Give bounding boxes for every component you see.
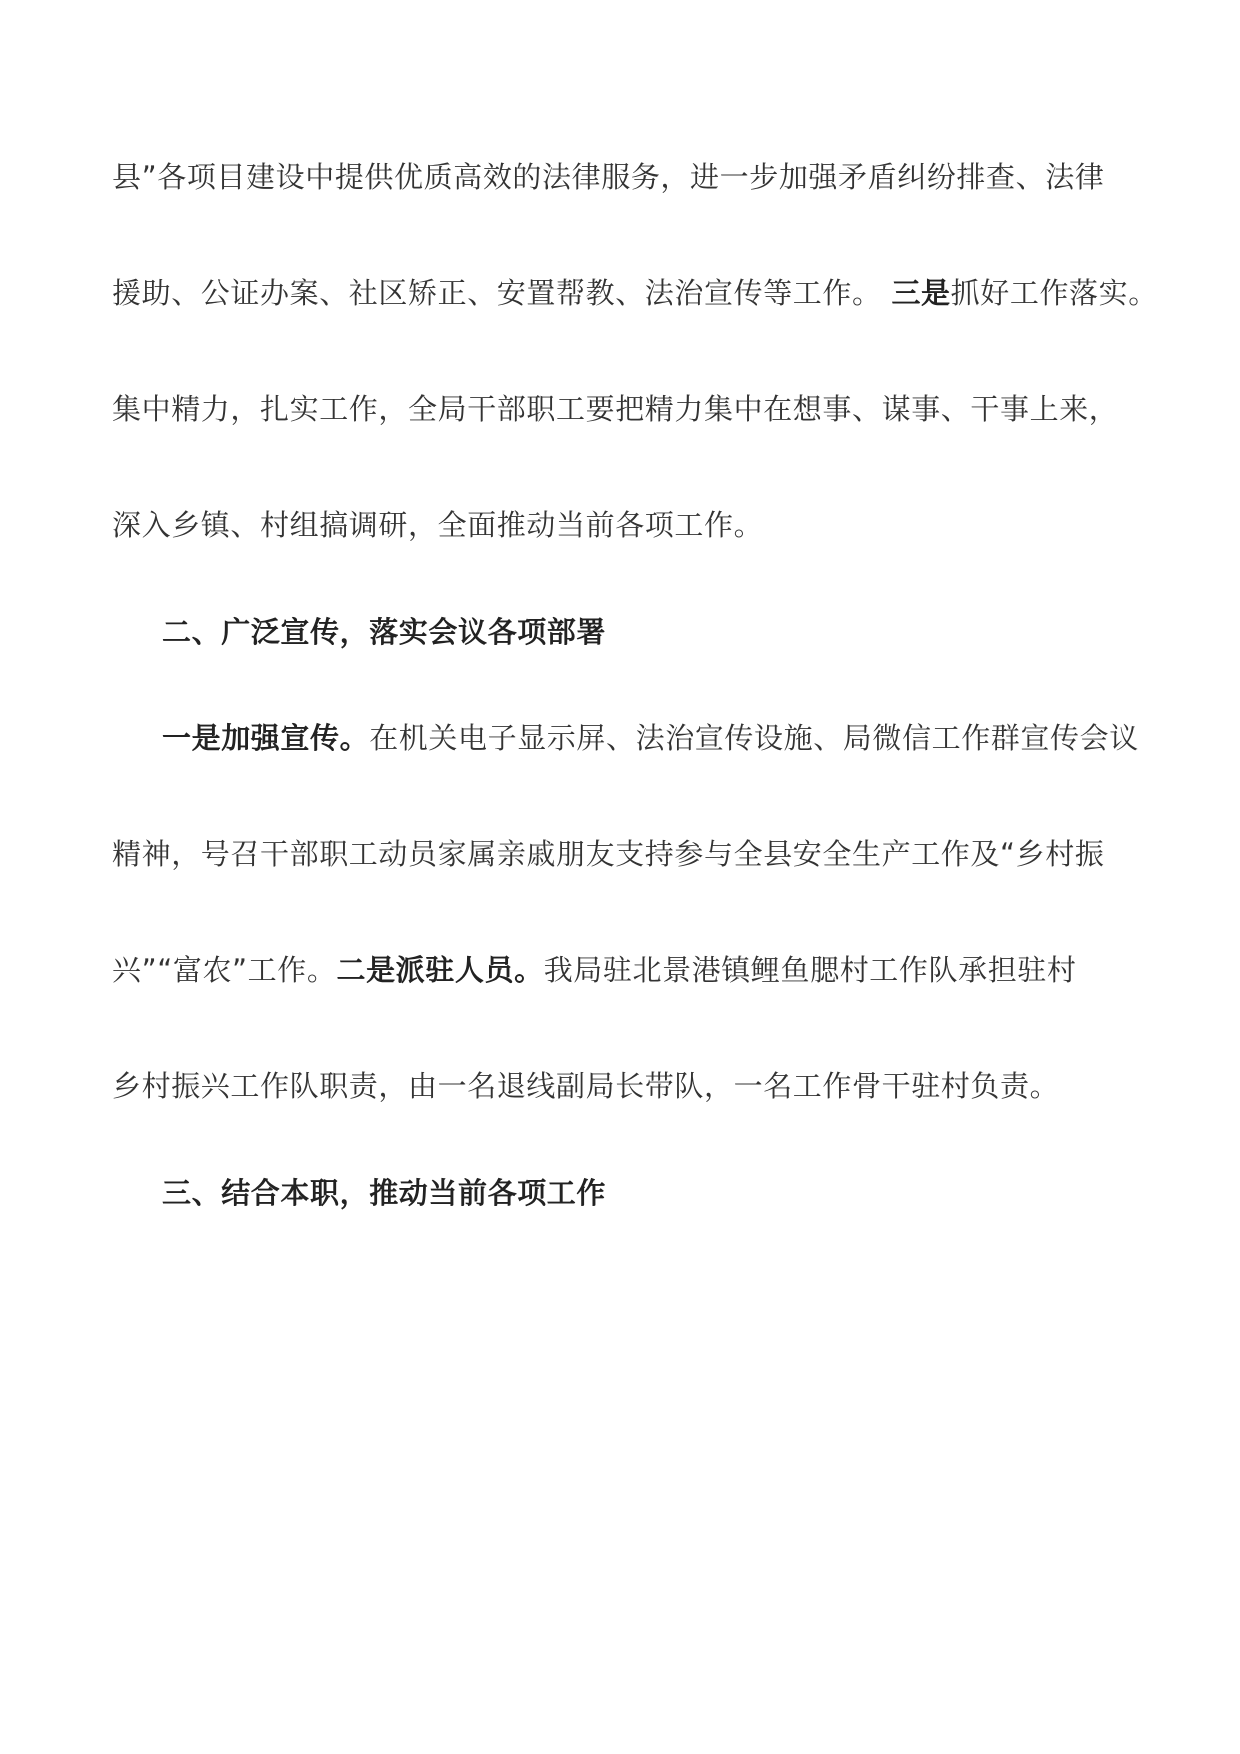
body-text: 集中精力，扎实工作，全局干部职工要把精力集中在想事、谋事、干事上来， <box>112 392 1119 426</box>
bold-lead-in: 二是派驻人员。 <box>336 953 544 987</box>
body-text: 深入乡镇、村组搞调研，全面推动当前各项工作。 <box>112 508 764 542</box>
body-text: 援助、公证办案、社区矫正、安置帮教、法治宣传等工作。 <box>112 276 882 310</box>
body-text: 抓好工作落实。 <box>950 276 1158 310</box>
section-2-line-3 <box>112 950 1142 990</box>
paragraph-1-line-3 <box>112 389 1142 429</box>
heading-text: 二、广泛宣传，落实会议各项部署 <box>162 615 607 649</box>
section-2-line-2 <box>112 834 1142 874</box>
section-3-heading <box>162 1173 1142 1213</box>
body-text: 我局驻北景港镇鲤鱼腮村工作队承担驻村 <box>543 953 1077 987</box>
paragraph-1-line-1 <box>112 157 1142 197</box>
paragraph-1-line-2 <box>112 273 1158 313</box>
body-text: 精神，号召干部职工动员家属亲戚朋友支持参与全县安全生产工作及“乡村振 <box>112 837 1105 871</box>
paragraph-1-line-4 <box>112 505 1142 545</box>
heading-text: 三、结合本职，推动当前各项工作 <box>162 1176 607 1210</box>
body-text: 在机关电子显示屏、法治宣传设施、局微信工作群宣传会议 <box>369 721 1139 755</box>
section-2-line-1 <box>162 718 1142 758</box>
body-text: 乡村振兴工作队职责，由一名退线副局长带队，一名工作骨干驻村负责。 <box>112 1069 1060 1103</box>
section-2-line-4 <box>112 1066 1142 1106</box>
body-text: 兴”“富农”工作。 <box>112 953 337 987</box>
body-text: 县”各项目建设中提供优质高效的法律服务，进一步加强矛盾纠纷排查、法律 <box>112 160 1105 194</box>
bold-lead-in: 三是 <box>891 276 951 310</box>
section-2-heading <box>162 612 1142 652</box>
bold-lead-in: 一是加强宣传。 <box>162 721 370 755</box>
